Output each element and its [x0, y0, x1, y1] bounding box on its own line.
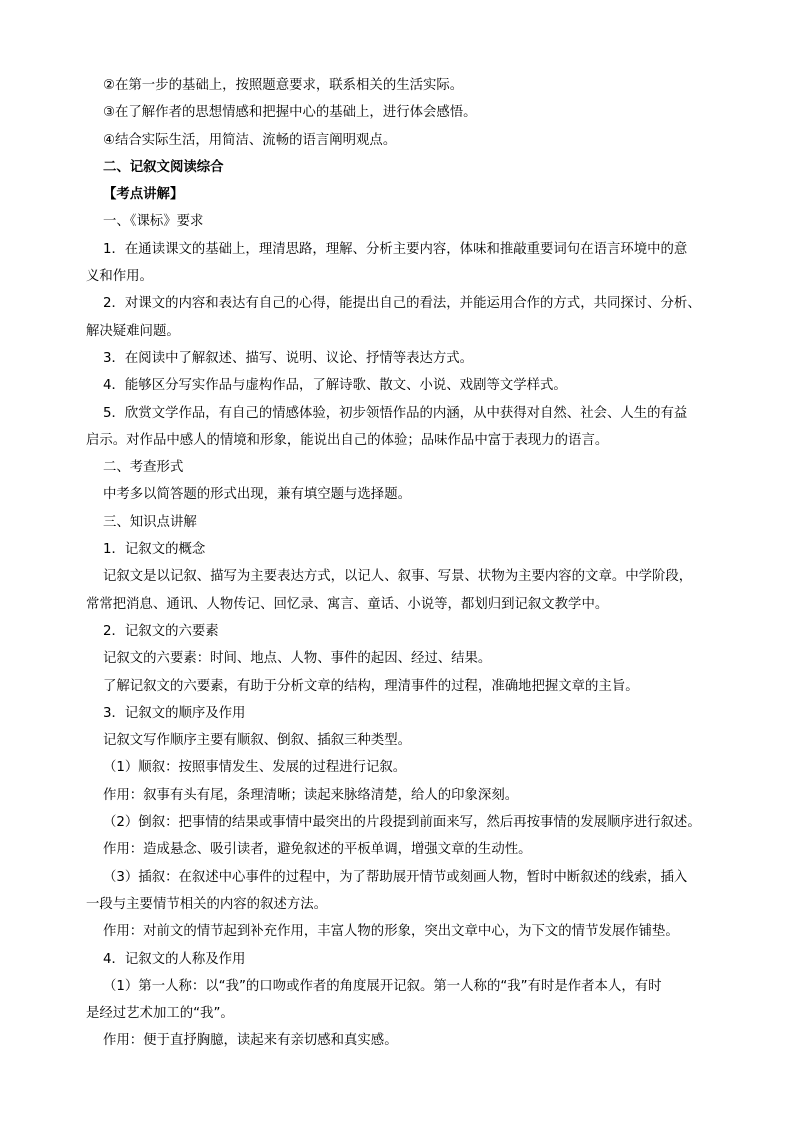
text-line: ③在了解作者的思想情感和把握中心的基础上，进行体会感悟。 [103, 105, 477, 121]
text-line: 常常把消息、通讯、人物传记、回忆录、寓言、童话、小说等，都划归到记叙文教学中。 [86, 596, 609, 612]
text-line: 2．记叙文的六要素 [103, 623, 219, 639]
text-line: （2）倒叙：把事情的结果或事情中最突出的片段提到前面来写，然后再按事情的发展顺序进行叙述。 [103, 815, 701, 831]
text-line: （1）第一人称：以“我”的口吻或作者的角度展开记叙。第一人称的“我”有时是作者本人，有时 [103, 978, 662, 994]
text-line: ②在第一步的基础上，按照题意要求，联系相关的生活实际。 [103, 78, 464, 93]
text-line: 二、考查形式 [103, 460, 184, 476]
text-line: 4．记叙文的人称及作用 [103, 951, 246, 967]
text-line: 义和作用。 [86, 269, 153, 285]
text-line: 作用：造成悬念、吸引读者，避免叙述的平板单调，增强文章的生动性。 [103, 842, 532, 858]
text-line: 2．对课文的内容和表达有自己的心得，能提出自己的看法，并能运用合作的方式，共同探讨、分析、 [103, 296, 701, 312]
text-line: 作用：对前文的情节起到补充作用，丰富人物的形象，突出文章中心，为下文的情节发展作铺垫。 [103, 924, 679, 940]
text-line: 1．记叙文的概念 [103, 542, 206, 558]
text-line: 三、知识点讲解 [103, 514, 197, 530]
text-line: 一、《课标》要求 [103, 214, 204, 230]
text-line: 一段与主要情节相关的内容的叙述方法。 [86, 896, 328, 912]
text-line: 5．欣赏文学作品，有自己的情感体验，初步领悟作品的内涵，从中获得对自然、社会、人生的有益 [103, 405, 688, 421]
text-line: 解决疑难问题。 [86, 323, 180, 339]
text-line: 启示。对作品中感人的情境和形象，能说出自己的体验；品味作品中富于表现力的语言。 [86, 432, 609, 448]
text-line: 作用：叙事有头有尾，条理清晰；读起来脉络清楚，给人的印象深刻。 [103, 787, 519, 803]
text-line: 作用：便于直抒胸臆，读起来有亲切感和真实感。 [103, 1033, 398, 1049]
text-line: 4．能够区分写实作品与虚构作品，了解诗歌、散文、小说、戏剧等文学样式。 [103, 378, 567, 394]
text-line: 是经过艺术加工的“我”。 [86, 1006, 234, 1022]
text-line: 二、记叙文阅读综合 [103, 159, 224, 175]
text-line: 1．在通读课文的基础上，理清思路，理解、分析主要内容，体味和推敲重要词句在语言环境中的意 [103, 241, 688, 257]
text-line: （1）顺叙：按照事情发生、发展的过程进行记叙。 [103, 760, 407, 776]
text-line: ④结合实际生活，用简洁、流畅的语言阐明观点。 [103, 132, 397, 148]
text-line: 记叙文的六要素：时间、地点、人物、事件的起因、经过、结果。 [103, 651, 492, 667]
text-line: （3）插叙：在叙述中心事件的过程中，为了帮助展开情节或刻画人物，暂时中断叙述的线索，插入 [103, 869, 688, 885]
text-line: 中考多以简答题的形式出现，兼有填空题与选择题。 [103, 487, 411, 503]
text-line: 【考点讲解】 [103, 187, 184, 203]
document-body [86, 72, 719, 1055]
text-line: 记叙文写作顺序主要有顺叙、倒叙、插叙三种类型。 [103, 733, 411, 749]
text-line: 3．记叙文的顺序及作用 [103, 705, 246, 721]
text-line: 3．在阅读中了解叙述、描写、说明、议论、抒情等表达方式。 [103, 350, 474, 366]
text-line: 了解记叙文的六要素，有助于分析文章的结构，理清事件的过程，准确地把握文章的主旨。 [103, 678, 639, 694]
text-line: 记叙文是以记叙、描写为主要表达方式，以记人、叙事、写景、状物为主要内容的文章。中学阶段， [103, 569, 693, 585]
